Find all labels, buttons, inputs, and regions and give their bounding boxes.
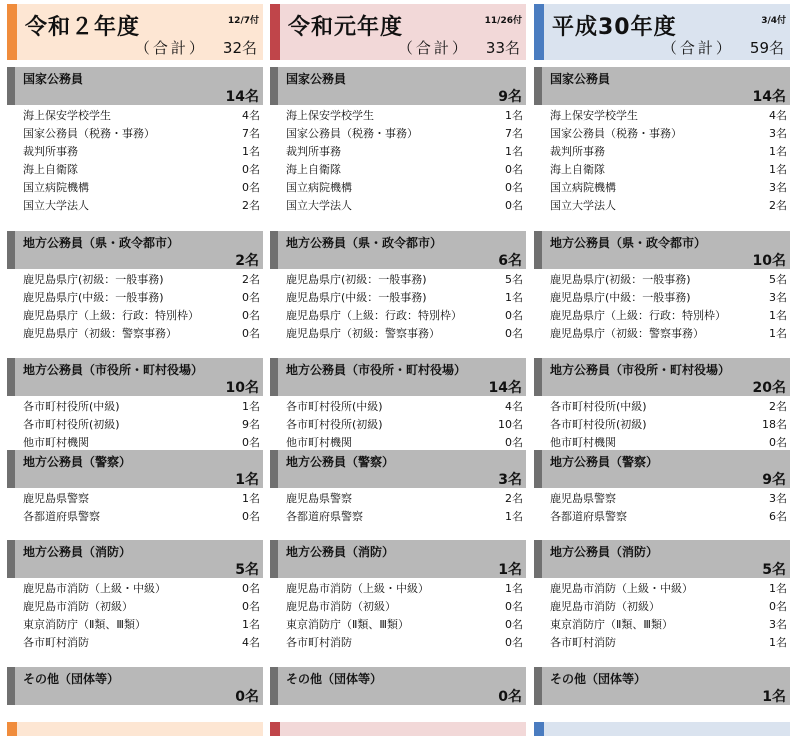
- item-count: 0名: [769, 436, 787, 449]
- item-count: 4名: [769, 109, 787, 122]
- item-count: 2名: [242, 199, 260, 212]
- category-name: 国家公務員: [23, 72, 84, 86]
- item-name: 国立大学法人: [550, 199, 616, 212]
- category-marker: [7, 667, 15, 705]
- item-count: 3名: [769, 181, 787, 194]
- as-of-date: 3/4付: [761, 16, 786, 26]
- item-name: 国家公務員（税務・事務）: [23, 127, 155, 140]
- category-marker: [534, 667, 542, 705]
- item-name: 海上自衛隊: [286, 163, 341, 176]
- year-title: 令和元年度: [288, 15, 404, 40]
- list-item: [534, 396, 790, 414]
- total-label: （合計）: [397, 39, 470, 57]
- list-item: [7, 614, 263, 632]
- list-item: [7, 323, 263, 341]
- list-item: [7, 396, 263, 414]
- item-name: 鹿児島市消防（上級・中級）: [550, 582, 693, 595]
- list-item: [534, 305, 790, 323]
- year-total: [398, 37, 520, 58]
- item-count: 3名: [769, 127, 787, 140]
- total-count: 59名: [749, 39, 784, 57]
- item-name: 鹿児島県庁（初級：警察事務）: [23, 327, 177, 340]
- list-item: [7, 287, 263, 305]
- item-name: 鹿児島市消防（初級）: [286, 600, 396, 613]
- category-header: [7, 667, 263, 705]
- category-section: [270, 358, 526, 450]
- item-count: 1名: [242, 145, 260, 158]
- item-name: 鹿児島県庁(中級：一般事務): [23, 291, 164, 304]
- item-count: 0名: [242, 600, 260, 613]
- item-name: 東京消防庁（Ⅱ類、Ⅲ類）: [286, 618, 409, 631]
- list-item: [7, 177, 263, 195]
- item-count: 1名: [769, 145, 787, 158]
- list-item: [270, 396, 526, 414]
- item-name: 鹿児島県庁(初級：一般事務): [286, 273, 427, 286]
- item-name: 各市町村消防: [550, 636, 616, 649]
- item-name: 国立病院機構: [286, 181, 352, 194]
- item-count: 0名: [242, 510, 260, 523]
- list-item: [270, 596, 526, 614]
- category-section: [270, 67, 526, 213]
- list-item: [534, 287, 790, 305]
- category-section: [270, 450, 526, 524]
- item-count: 0名: [505, 327, 523, 340]
- list-item: [270, 269, 526, 287]
- list-item: [534, 269, 790, 287]
- item-count: 4名: [505, 400, 523, 413]
- category-name: その他（団体等）: [286, 672, 383, 686]
- list-item: [534, 177, 790, 195]
- category-marker: [534, 67, 542, 105]
- year-column: [270, 0, 526, 750]
- category-header: [7, 450, 263, 488]
- category-section: [7, 450, 263, 524]
- item-name: 海上保安学校学生: [23, 109, 111, 122]
- item-name: 鹿児島県庁（初級：警察事務）: [286, 327, 440, 340]
- year-accent-bar: [270, 722, 280, 736]
- category-section: [7, 67, 263, 213]
- item-name: 鹿児島市消防（初級）: [550, 600, 660, 613]
- category-name: 地方公務員（県・政令都市）: [550, 236, 707, 250]
- category-header: [534, 667, 790, 705]
- list-item: [534, 105, 790, 123]
- item-count: 1名: [505, 145, 523, 158]
- category-count: 3名: [498, 472, 522, 488]
- item-count: 0名: [505, 309, 523, 322]
- item-name: 鹿児島県庁(中級：一般事務): [550, 291, 691, 304]
- category-marker: [7, 67, 15, 105]
- category-name: その他（団体等）: [23, 672, 120, 686]
- item-name: 各市町村消防: [23, 636, 89, 649]
- list-item: [534, 578, 790, 596]
- list-item: [270, 632, 526, 650]
- category-section: [534, 358, 790, 450]
- item-count: 1名: [505, 582, 523, 595]
- item-count: 2名: [769, 199, 787, 212]
- category-name: 地方公務員（消防）: [550, 545, 659, 559]
- category-header: [534, 231, 790, 269]
- category-count: 9名: [762, 472, 786, 488]
- item-count: 1名: [769, 163, 787, 176]
- item-name: 各都道府県警察: [286, 510, 363, 523]
- list-item: [534, 596, 790, 614]
- item-count: 6名: [769, 510, 787, 523]
- list-item: [270, 506, 526, 524]
- category-name: 地方公務員（警察）: [23, 455, 132, 469]
- category-header: [534, 358, 790, 396]
- list-item: [270, 105, 526, 123]
- category-name: 地方公務員（県・政令都市）: [23, 236, 180, 250]
- list-item: [270, 287, 526, 305]
- list-item: [534, 141, 790, 159]
- list-item: [7, 141, 263, 159]
- category-header: [270, 450, 526, 488]
- item-count: 1名: [505, 109, 523, 122]
- item-count: 0名: [769, 600, 787, 613]
- year-title: 平成30年度: [552, 15, 677, 40]
- category-marker: [7, 358, 15, 396]
- list-item: [7, 414, 263, 432]
- category-name: 地方公務員（市役所・町村役場）: [23, 363, 204, 377]
- list-item: [270, 159, 526, 177]
- year-total: [135, 37, 257, 58]
- item-count: 1名: [242, 618, 260, 631]
- next-year-header-partial: [270, 722, 526, 736]
- item-count: 0名: [242, 436, 260, 449]
- item-name: 鹿児島市消防（上級・中級）: [23, 582, 166, 595]
- item-name: 国立大学法人: [286, 199, 352, 212]
- item-name: 鹿児島県庁（上級：行政：特別枠）: [550, 309, 726, 322]
- year-header: [7, 4, 263, 60]
- category-name: 地方公務員（市役所・町村役場）: [550, 363, 731, 377]
- year-accent-bar: [7, 4, 17, 60]
- year-column: [7, 0, 263, 750]
- category-marker: [270, 231, 278, 269]
- item-name: 各市町村役所(初級): [286, 418, 383, 431]
- item-count: 3名: [769, 492, 787, 505]
- item-name: 鹿児島県庁(初級：一般事務): [23, 273, 164, 286]
- item-count: 5名: [505, 273, 523, 286]
- item-count: 18名: [762, 418, 787, 431]
- item-name: 海上自衛隊: [23, 163, 78, 176]
- item-name: 各市町村役所(初級): [23, 418, 120, 431]
- category-marker: [270, 358, 278, 396]
- item-count: 1名: [769, 636, 787, 649]
- item-count: 7名: [505, 127, 523, 140]
- item-name: 鹿児島市消防（初級）: [23, 600, 133, 613]
- item-name: 鹿児島県庁（上級：行政：特別枠）: [23, 309, 199, 322]
- list-item: [270, 141, 526, 159]
- category-section: [534, 667, 790, 705]
- list-item: [7, 596, 263, 614]
- category-count: 0名: [235, 689, 259, 705]
- item-name: 各市町村役所(中級): [550, 400, 647, 413]
- category-name: 地方公務員（市役所・町村役場）: [286, 363, 467, 377]
- year-accent-bar: [534, 722, 544, 736]
- item-name: 裁判所事務: [286, 145, 341, 158]
- category-marker: [270, 540, 278, 578]
- category-marker: [534, 358, 542, 396]
- item-name: 裁判所事務: [23, 145, 78, 158]
- item-name: 国立病院機構: [550, 181, 616, 194]
- category-section: [270, 231, 526, 341]
- category-count: 1名: [498, 562, 522, 578]
- category-count: 5名: [762, 562, 786, 578]
- item-count: 3名: [769, 618, 787, 631]
- total-label: （合計）: [134, 39, 207, 57]
- item-count: 0名: [242, 309, 260, 322]
- list-item: [270, 305, 526, 323]
- category-count: 14名: [225, 89, 259, 105]
- category-header: [534, 450, 790, 488]
- category-header: [7, 540, 263, 578]
- category-section: [534, 67, 790, 213]
- item-name: 鹿児島市消防（上級・中級）: [286, 582, 429, 595]
- category-count: 1名: [235, 472, 259, 488]
- item-name: 鹿児島県庁(中級：一般事務): [286, 291, 427, 304]
- item-name: 東京消防庁（Ⅱ類、Ⅲ類）: [550, 618, 673, 631]
- item-count: 0名: [242, 181, 260, 194]
- item-count: 0名: [505, 199, 523, 212]
- category-section: [534, 450, 790, 524]
- year-header: [534, 4, 790, 60]
- item-name: 国家公務員（税務・事務）: [550, 127, 682, 140]
- item-count: 1名: [769, 309, 787, 322]
- item-count: 2名: [505, 492, 523, 505]
- item-count: 3名: [769, 291, 787, 304]
- item-count: 10名: [498, 418, 523, 431]
- item-count: 0名: [505, 600, 523, 613]
- as-of-date: 11/26付: [484, 16, 522, 26]
- category-header: [270, 67, 526, 105]
- list-item: [7, 488, 263, 506]
- list-item: [270, 177, 526, 195]
- category-count: 10名: [752, 253, 786, 269]
- year-accent-bar: [7, 722, 17, 736]
- category-section: [7, 540, 263, 650]
- list-item: [7, 305, 263, 323]
- item-name: 各都道府県警察: [23, 510, 100, 523]
- item-name: 各市町村役所(中級): [286, 400, 383, 413]
- category-count: 2名: [235, 253, 259, 269]
- list-item: [534, 632, 790, 650]
- year-total: [662, 37, 784, 58]
- item-count: 2名: [242, 273, 260, 286]
- year-title: 令和２年度: [25, 15, 141, 40]
- list-item: [7, 105, 263, 123]
- item-count: 0名: [242, 163, 260, 176]
- item-name: 鹿児島県庁（上級：行政：特別枠）: [286, 309, 462, 322]
- category-marker: [534, 540, 542, 578]
- category-marker: [7, 450, 15, 488]
- category-header: [270, 540, 526, 578]
- list-item: [7, 632, 263, 650]
- item-name: 鹿児島県庁（初級：警察事務）: [550, 327, 704, 340]
- item-count: 0名: [242, 327, 260, 340]
- item-name: 東京消防庁（Ⅱ類、Ⅲ類）: [23, 618, 146, 631]
- list-item: [270, 123, 526, 141]
- category-count: 1名: [762, 689, 786, 705]
- item-count: 0名: [505, 436, 523, 449]
- category-count: 5名: [235, 562, 259, 578]
- category-marker: [534, 450, 542, 488]
- item-count: 1名: [769, 327, 787, 340]
- list-item: [534, 506, 790, 524]
- category-section: [270, 540, 526, 650]
- category-name: 地方公務員（警察）: [286, 455, 395, 469]
- item-name: 裁判所事務: [550, 145, 605, 158]
- list-item: [534, 323, 790, 341]
- category-section: [7, 667, 263, 705]
- list-item: [7, 195, 263, 213]
- list-item: [7, 506, 263, 524]
- item-name: 海上自衛隊: [550, 163, 605, 176]
- category-count: 10名: [225, 380, 259, 396]
- item-count: 4名: [242, 109, 260, 122]
- item-count: 1名: [505, 291, 523, 304]
- category-marker: [270, 67, 278, 105]
- item-count: 2名: [769, 400, 787, 413]
- item-name: 国立病院機構: [23, 181, 89, 194]
- item-name: 鹿児島県警察: [23, 492, 89, 505]
- item-name: 各都道府県警察: [550, 510, 627, 523]
- item-name: 鹿児島県警察: [286, 492, 352, 505]
- item-name: 他市町村機関: [550, 436, 616, 449]
- item-count: 0名: [505, 636, 523, 649]
- item-count: 0名: [242, 291, 260, 304]
- list-item: [534, 159, 790, 177]
- list-item: [534, 414, 790, 432]
- list-item: [7, 578, 263, 596]
- category-count: 6名: [498, 253, 522, 269]
- year-column: [534, 0, 790, 750]
- category-header: [270, 231, 526, 269]
- item-name: 各市町村役所(初級): [550, 418, 647, 431]
- item-name: 国立大学法人: [23, 199, 89, 212]
- next-year-header-partial: [7, 722, 263, 736]
- list-item: [270, 578, 526, 596]
- list-item: [7, 159, 263, 177]
- category-header: [534, 67, 790, 105]
- category-section: [7, 358, 263, 450]
- year-accent-bar: [534, 4, 544, 60]
- category-header: [270, 667, 526, 705]
- next-year-header-partial: [534, 722, 790, 736]
- category-count: 20名: [752, 380, 786, 396]
- category-count: 14名: [488, 380, 522, 396]
- category-section: [7, 231, 263, 341]
- category-marker: [7, 540, 15, 578]
- list-item: [7, 123, 263, 141]
- item-name: 他市町村機関: [23, 436, 89, 449]
- list-item: [270, 414, 526, 432]
- category-name: その他（団体等）: [550, 672, 647, 686]
- category-count: 14名: [752, 89, 786, 105]
- category-marker: [270, 667, 278, 705]
- category-name: 国家公務員: [286, 72, 347, 86]
- total-count: 33名: [485, 39, 520, 57]
- item-count: 5名: [769, 273, 787, 286]
- year-header: [270, 4, 526, 60]
- list-item: [7, 269, 263, 287]
- item-count: 7名: [242, 127, 260, 140]
- item-count: 0名: [505, 181, 523, 194]
- item-name: 鹿児島県庁(初級：一般事務): [550, 273, 691, 286]
- list-item: [534, 614, 790, 632]
- category-name: 国家公務員: [550, 72, 611, 86]
- category-header: [7, 67, 263, 105]
- category-name: 地方公務員（警察）: [550, 455, 659, 469]
- total-count: 32名: [222, 39, 257, 57]
- item-count: 9名: [242, 418, 260, 431]
- item-name: 他市町村機関: [286, 436, 352, 449]
- item-name: 海上保安学校学生: [286, 109, 374, 122]
- item-count: 1名: [242, 400, 260, 413]
- category-section: [270, 667, 526, 705]
- category-marker: [534, 231, 542, 269]
- total-label: （合計）: [661, 39, 734, 57]
- item-name: 鹿児島県警察: [550, 492, 616, 505]
- category-section: [534, 231, 790, 341]
- category-count: 0名: [498, 689, 522, 705]
- item-name: 国家公務員（税務・事務）: [286, 127, 418, 140]
- list-item: [7, 432, 263, 450]
- list-item: [270, 323, 526, 341]
- item-count: 1名: [242, 492, 260, 505]
- category-count: 9名: [498, 89, 522, 105]
- list-item: [534, 488, 790, 506]
- as-of-date: 12/7付: [227, 16, 259, 26]
- category-header: [7, 231, 263, 269]
- category-header: [270, 358, 526, 396]
- category-header: [7, 358, 263, 396]
- category-header: [534, 540, 790, 578]
- year-accent-bar: [270, 4, 280, 60]
- item-count: 0名: [505, 618, 523, 631]
- category-name: 地方公務員（消防）: [286, 545, 395, 559]
- item-count: 1名: [505, 510, 523, 523]
- item-count: 0名: [505, 163, 523, 176]
- category-name: 地方公務員（消防）: [23, 545, 132, 559]
- list-item: [534, 195, 790, 213]
- category-marker: [270, 450, 278, 488]
- item-name: 各市町村役所(中級): [23, 400, 120, 413]
- item-count: 1名: [769, 582, 787, 595]
- list-item: [534, 123, 790, 141]
- list-item: [270, 432, 526, 450]
- item-name: 海上保安学校学生: [550, 109, 638, 122]
- item-count: 4名: [242, 636, 260, 649]
- list-item: [270, 195, 526, 213]
- item-count: 0名: [242, 582, 260, 595]
- list-item: [270, 488, 526, 506]
- category-section: [534, 540, 790, 650]
- category-name: 地方公務員（県・政令都市）: [286, 236, 443, 250]
- category-marker: [7, 231, 15, 269]
- item-name: 各市町村消防: [286, 636, 352, 649]
- list-item: [534, 432, 790, 450]
- list-item: [270, 614, 526, 632]
